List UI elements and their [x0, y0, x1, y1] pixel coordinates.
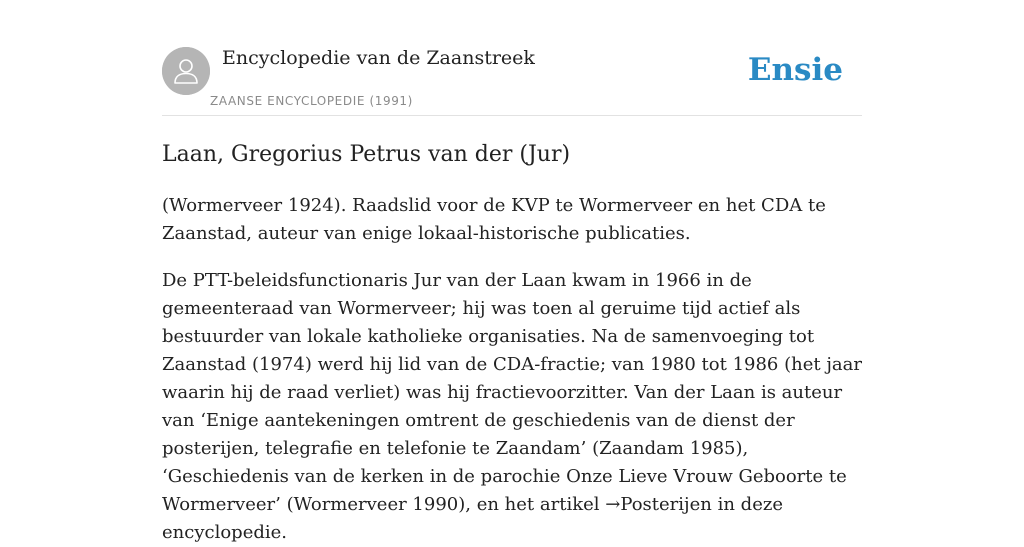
- article-intro: (Wormerveer 1924). Raadslid voor de KVP te Wormerveer en het CDA te Zaanstad, auteur van enige lokaal-historische publicaties.: [162, 195, 826, 244]
- user-avatar-icon[interactable]: [162, 47, 210, 95]
- article-title: Laan, Gregorius Petrus van der (Jur): [162, 142, 571, 167]
- crossref-link-posterijen[interactable]: →Posterijen: [605, 494, 712, 515]
- article-body: [162, 267, 862, 547]
- source-name[interactable]: Encyclopedie van de Zaanstreek: [222, 47, 535, 69]
- article-body-text: De PTT-beleidsfunctionaris Jur van der Laan kwam in 1966 in de gemeenteraad van Wormerveer; hij was toen al geruime tijd actief als bestuurder van lokale katholieke organisaties. Na de samenvoeging tot Zaanstad (1974) werd hij lid van de CDA-fractie; van 1980 tot 1986 (het jaar waarin hij de raad verliet) was hij fractievoorzitter. Van der Laan is auteur van ‘Enige aantekeningen omtrent de geschiedenis van de dienst der posterijen, telegrafie en telefonie te Zaandam’ (Zaandam 1985), ‘Geschiedenis van de kerken in de parochie Onze Lieve Vrouw Geboorte te Wormerveer’ (Wormerveer 1990), en het artikel: [162, 270, 862, 515]
- content-container: [162, 0, 862, 543]
- source-header: [162, 0, 862, 116]
- article-body-text-end: in deze encyclopedie.: [162, 494, 783, 543]
- ensie-logo[interactable]: Ensie: [747, 52, 843, 88]
- source-subtitle: ZAANSE ENCYCLOPEDIE (1991): [210, 94, 413, 108]
